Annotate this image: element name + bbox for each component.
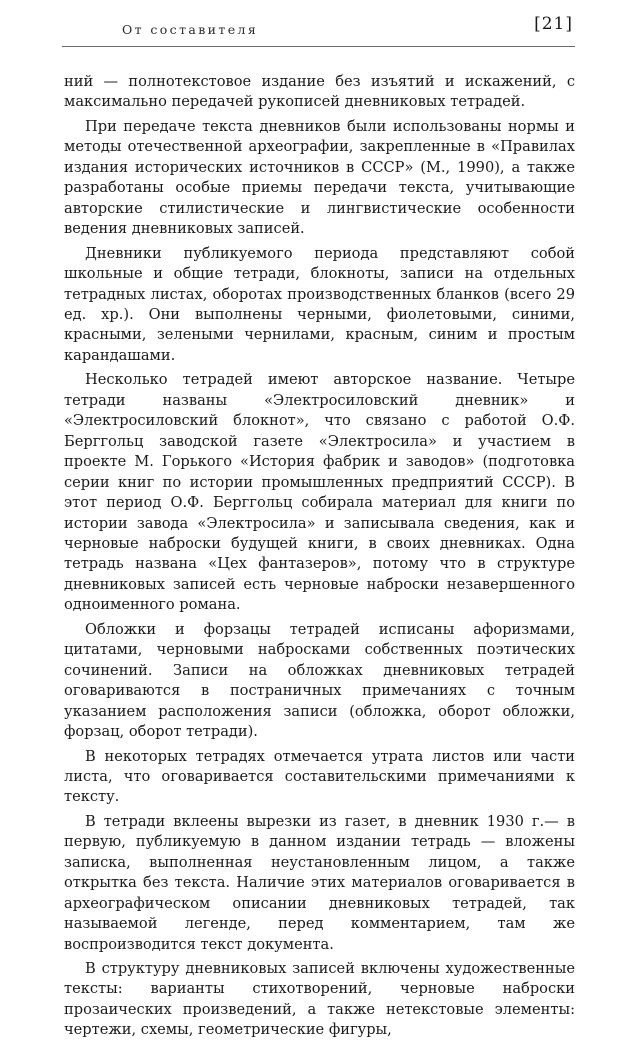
paragraph-covers: Обложки и форзацы тетрадей исписаны афоризмами, цитатами, черновыми набросками собственных поэтических сочинений. Записи на обложках дневниковых тетрадей оговариваются в постраничных примечаниях с точным указанием расположения записи (обложка, оборот обложки, форзац, оборот тетради). xyxy=(64,620,575,741)
paragraph-diary-materials: Дневники публикуемого периода представляют собой школьные и общие тетради, блокноты, записи на отдельных тетрадных листах, оборотах производственных бланков (всего 29 ед. хр.). Они выполнены черными, фиолетовыми, синими, красными, зелеными чернилами, красным, синим и простым карандашами. xyxy=(64,244,575,364)
paragraph-continuation: ний — полнотекстовое издание без изъятий и искажений, с максимально передачей рукописей дневниковых тетрадей. xyxy=(64,73,575,111)
paragraph-notebook-titles: Несколько тетрадей имеют авторское название. Четыре тетради названы «Электросиловский дневник» и «Электросиловский блокнот», что связано с работой О.Ф. Берггольц заводской газете «Электросила» и участием в проекте М. Горького «История фабрик и заводов» (подготовка серии книг по истории промышленных предприятий СССР). В этот период О.Ф. Берггольц собирала материал для книги по истории завода «Электросила» и записывала сведения, как и черновые наброски будущей книги, в своих дневниках. Одна тетрадь названа «Цех фантазеров», потому что в структуре дневниковых записей есть черновые наброски незавершенного одноименного романа. xyxy=(64,371,575,614)
page-number: [21] xyxy=(534,14,573,34)
body-text xyxy=(64,72,575,1045)
paragraph-structure: В структуру дневниковых записей включены художественные тексты: варианты стихотворений, черновые наброски прозаических произведений, а также нетекстовые элементы: чертежи, схемы, геометрические фигуры, xyxy=(64,960,575,1039)
paragraph-text-transmission: При передаче текста дневников были использованы нормы и методы отечественной археографии, закрепленные в «Правилах издания исторических источников в СССР» (М., 1990), а также разработаны особые приемы передачи текста, учитывающие авторские стилистические и лингвистические особенности ведения дневниковых записей. xyxy=(64,117,575,238)
paragraph-lost-sheets: В некоторых тетрадях отмечается утрата листов или части листа, что оговаривается составительскими примечаниями к тексту. xyxy=(64,747,575,806)
header-divider xyxy=(62,46,575,47)
running-head-title: От составителя xyxy=(122,22,259,37)
paragraph-clippings: В тетради вклеены вырезки из газет, в дневник 1930 г.— в первую, публикуемую в данном издании тетрадь — вложены записка, выполненная неустановленным лицом, а также открытка без текста. Наличие этих материалов оговаривается в археографическом описании дневниковых тетрадей, так называемой легенде, перед комментарием, там же воспроизводится текст документа. xyxy=(64,812,575,953)
